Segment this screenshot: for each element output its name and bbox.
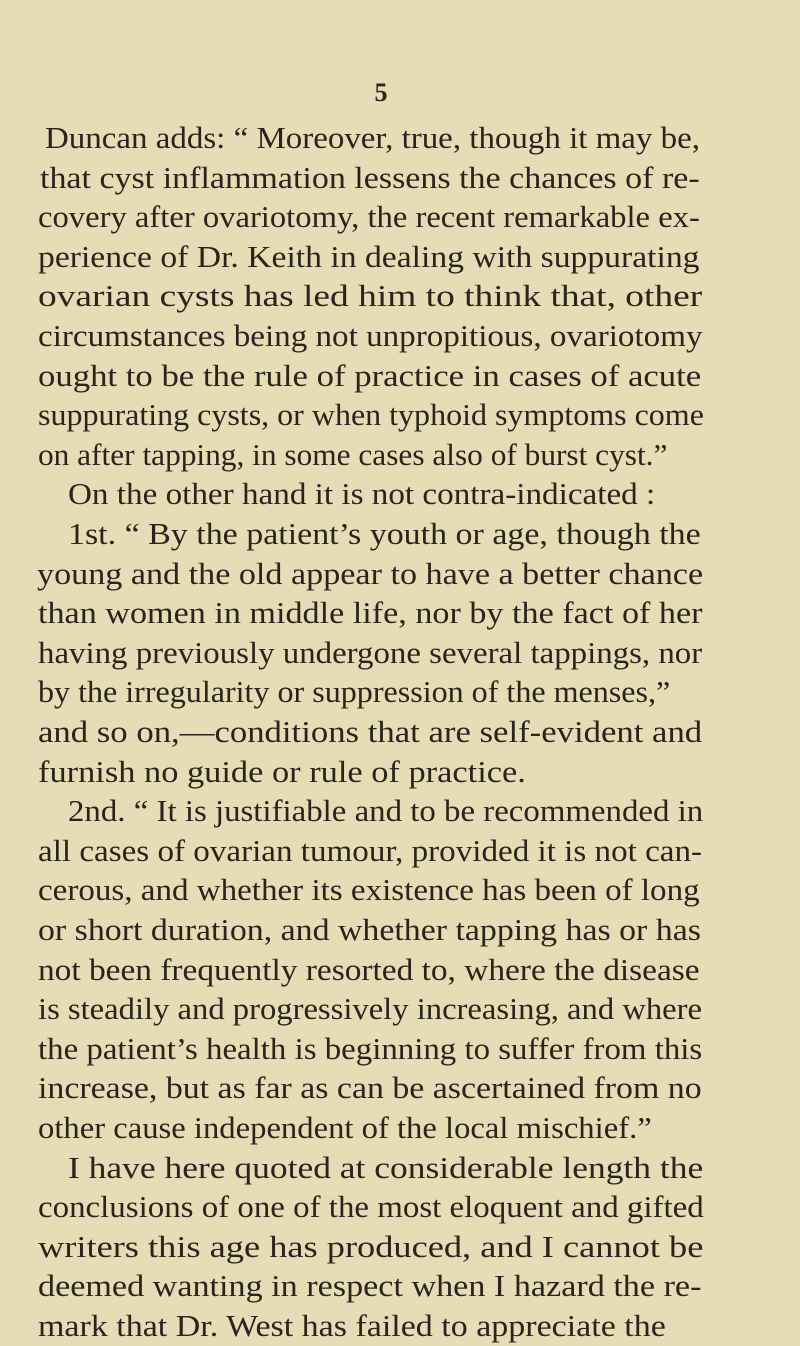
- text-line: suppurating cysts, or when typhoid symptoms come: [38, 397, 704, 433]
- text-line: Duncan adds: “ Moreover, true, though it may be,: [45, 120, 701, 155]
- text-line: ovarian cysts has led him to think that, other: [38, 278, 703, 314]
- text-line: the patient’s health is beginning to suffer from this: [38, 1030, 703, 1066]
- text-line: perience of Dr. Keith in dealing with suppurating: [38, 238, 700, 274]
- text-line: having previously undergone several tappings, nor: [38, 634, 703, 670]
- text-line: deemed wanting in respect when I hazard the re-: [38, 1268, 702, 1304]
- text-line: that cyst inflammation lessens the chances of re-: [40, 159, 700, 195]
- text-line: than women in middle life, nor by the fact of her: [38, 595, 703, 631]
- text-line: is steadily and progressively increasing, and where: [38, 991, 703, 1027]
- text-line: cerous, and whether its existence has been of long: [38, 872, 700, 908]
- text-line: conclusions of one of the most eloquent and gifted: [38, 1189, 704, 1225]
- text-line: covery after ovariotomy, the recent remarkable ex-: [38, 199, 700, 235]
- text-line: increase, but as far as can be ascertained from no: [38, 1070, 702, 1106]
- text-line: or short duration, and whether tapping has or has: [38, 912, 701, 947]
- text-line: mark that Dr. West has failed to appreciate the: [38, 1308, 666, 1343]
- text-line: by the irregularity or suppression of the menses,”: [38, 674, 671, 710]
- text-line: on after tapping, in some cases also of burst cyst.”: [38, 436, 668, 472]
- text-line: 2nd. “ It is justifiable and to be recommended in: [68, 793, 704, 829]
- text-line: not been frequently resorted to, where the disease: [38, 951, 700, 987]
- text-line: young and the old appear to have a better chance: [37, 555, 704, 591]
- text-line: other cause independent of the local mischief.”: [38, 1110, 652, 1145]
- text-line: all cases of ovarian tumour, provided it is not can-: [38, 832, 703, 868]
- page-number: 5: [374, 78, 388, 107]
- text-line: On the other hand it is not contra-indicated :: [68, 476, 656, 512]
- text-line: furnish no guide or rule of practice.: [38, 753, 526, 789]
- text-line: ought to be the rule of practice in cases of acute: [38, 357, 702, 393]
- text-line: circumstances being not unpropitious, ovariotomy: [38, 318, 703, 353]
- text-line: I have here quoted at considerable length the: [68, 1149, 704, 1185]
- text-line: writers this age has produced, and I cannot be: [38, 1228, 704, 1264]
- text-line: 1st. “ By the patient’s youth or age, though the: [68, 516, 701, 551]
- text-line: and so on,—conditions that are self-evident and: [38, 714, 703, 749]
